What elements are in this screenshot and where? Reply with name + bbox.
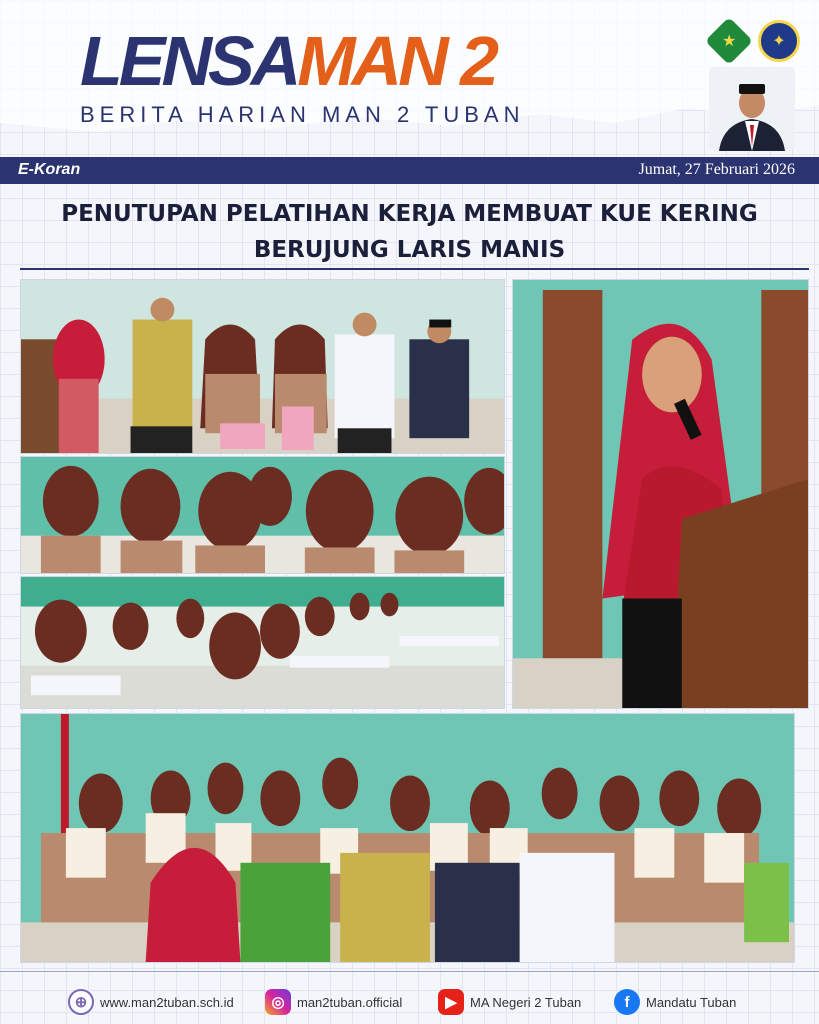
masthead: [80, 22, 525, 128]
facebook-icon: f: [614, 989, 640, 1015]
photo-certificate-handover: [20, 279, 505, 454]
footer-rule: [0, 971, 819, 972]
logo-part-lensa: LENSA: [80, 22, 298, 100]
web-icon: ⊕: [68, 989, 94, 1015]
website-text: www.man2tuban.sch.id: [100, 994, 234, 1010]
photo-speaker: [512, 279, 809, 709]
section-bar: [0, 157, 819, 184]
tagline: BERITA HARIAN MAN 2 TUBAN: [80, 102, 525, 127]
issue-date: Jumat, 27 Februari 2026: [638, 161, 795, 178]
headmaster-portrait: [709, 67, 795, 151]
youtube-icon: ▶: [438, 989, 464, 1015]
footer-website[interactable]: [68, 989, 234, 1015]
headline-line-2: BERUJUNG LARIS MANIS: [253, 237, 566, 263]
publication-logo: [80, 22, 524, 100]
footer-instagram[interactable]: [265, 989, 402, 1015]
footer-facebook[interactable]: [614, 989, 736, 1015]
kemenag-emblem-icon: ★: [705, 17, 753, 65]
headline-rule: [20, 268, 809, 270]
article-headline: [0, 196, 819, 268]
footer: [0, 978, 819, 1024]
photo-students-seated: [20, 456, 505, 574]
footer-youtube[interactable]: [438, 989, 581, 1015]
photo-group: [20, 713, 795, 963]
facebook-text: Mandatu Tuban: [646, 994, 737, 1010]
youtube-text: MA Negeri 2 Tuban: [470, 994, 582, 1010]
instagram-icon: ◎: [265, 989, 291, 1015]
section-label: E-Koran: [0, 157, 110, 184]
emblems: [708, 20, 800, 62]
logo-part-man2: MAN 2: [297, 22, 496, 100]
photo-classroom: [20, 576, 505, 709]
instagram-text: man2tuban.official: [297, 994, 403, 1010]
headline-line-1: PENUTUPAN PELATIHAN KERJA MEMBUAT KUE KERING: [61, 201, 758, 227]
school-emblem-icon: ✦: [758, 20, 800, 62]
